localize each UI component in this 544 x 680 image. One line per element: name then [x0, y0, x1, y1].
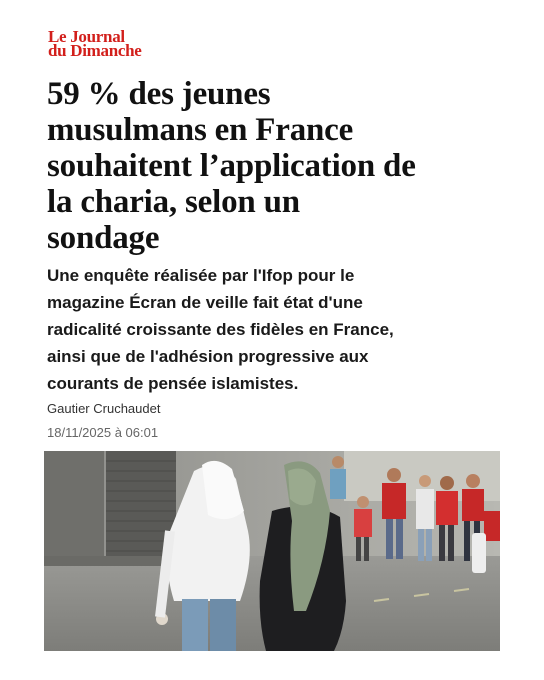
- article-headline: [47, 76, 497, 256]
- article-standfirst: [47, 262, 467, 397]
- headline-line: la charia, selon un: [47, 184, 300, 220]
- logo-line-2: du Dimanche: [48, 41, 142, 60]
- logo-line-1: Le Journal: [48, 27, 125, 46]
- headline-line: sondage: [47, 220, 160, 256]
- photo-illustration: [44, 451, 500, 651]
- author-link[interactable]: Gautier Cruchaudet: [47, 401, 161, 416]
- headline-line: 59 % des jeunes: [47, 76, 271, 112]
- standfirst-line: courants de pensée islamistes.: [47, 374, 299, 393]
- headline-line: souhaitent l’application de: [47, 148, 416, 184]
- standfirst-line: Une enquête réalisée par l'Ifop pour le: [47, 266, 355, 285]
- article-photo: [44, 451, 500, 651]
- headline-line: musulmans en France: [47, 112, 354, 148]
- standfirst-line: radicalité croissante des fidèles en France,: [47, 320, 394, 339]
- publish-date: 18/11/2025 à 06:01: [47, 425, 159, 440]
- journal-logo[interactable]: [48, 27, 142, 60]
- wall-panel: [44, 451, 104, 561]
- standfirst-line: ainsi que de l'adhésion progressive aux: [47, 347, 369, 366]
- standfirst-line: magazine Écran de veille fait état d'une: [47, 293, 363, 312]
